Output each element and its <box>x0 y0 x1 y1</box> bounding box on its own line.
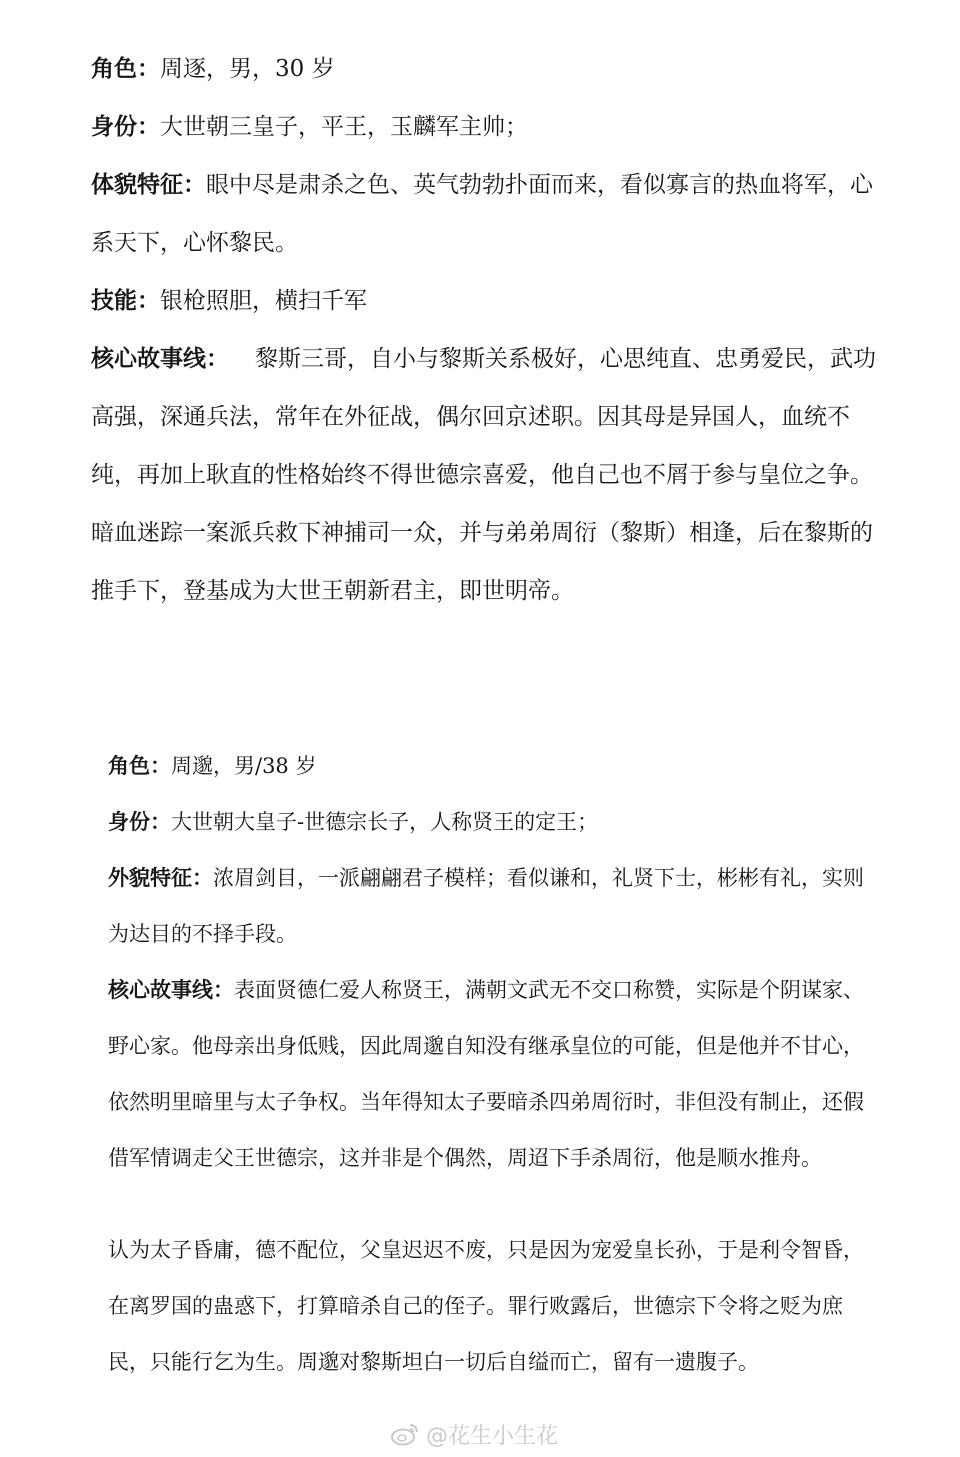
field-value: 大世朝大皇子-世德宗长子，人称贤王的定王； <box>171 810 599 834</box>
story-field <box>91 330 881 620</box>
field-value: 浓眉剑目，一派翩翩君子模样；看似谦和，礼贤下士，彬彬有礼，实则为达目的不择手段。 <box>108 866 864 946</box>
watermark-text: @花生小生花 <box>426 1423 559 1449</box>
field-label: 身份： <box>91 114 160 140</box>
character-2-profile <box>108 738 868 1186</box>
weibo-icon <box>390 1422 420 1446</box>
field-label: 技能： <box>91 288 160 314</box>
identity-field <box>91 98 881 156</box>
field-label: 体貌特征： <box>91 172 206 198</box>
field-label: 核心故事线： <box>91 346 229 372</box>
field-label: 外貌特征： <box>108 866 213 890</box>
field-value: 周逐，男，30 岁 <box>160 56 335 82</box>
appearance-field <box>108 850 868 962</box>
field-label: 身份： <box>108 810 171 834</box>
field-label: 角色： <box>108 754 171 778</box>
skill-field <box>91 272 881 330</box>
story-continuation: 认为太子昏庸，德不配位，父皇迟迟不废，只是因为宠爱皇长孙，于是利令智昏，在离罗国的蛊惑下，打算暗杀自己的侄子。罪行败露后，世德宗下令将之贬为庶民，只能行乞为生。周邈对黎斯坦白一切后自缢而亡，留有一遗腹子。 <box>108 1238 864 1374</box>
field-value: 大世朝三皇子，平王，玉麟军主帅； <box>160 114 528 140</box>
field-label: 角色： <box>91 56 160 82</box>
appearance-field <box>91 156 881 272</box>
field-value: 眼中尽是肃杀之色、英气勃勃扑面而来，看似寡言的热血将军，心系天下，心怀黎民。 <box>91 172 873 256</box>
field-value: 银枪照胆，横扫千军 <box>160 288 367 314</box>
story-field <box>108 962 868 1186</box>
field-value: 周邈，男/38 岁 <box>171 754 317 778</box>
field-value: 黎斯三哥，自小与黎斯关系极好，心思纯直、忠勇爱民，武功高强，深通兵法，常年在外征战，偶尔回京述职。因其母是异国人，血统不纯，再加上耿直的性格始终不得世德宗喜爱，他自己也不屑于参与皇位之争。暗血迷踪一案派兵救下神捕司一众，并与弟弟周衍（黎斯）相逢，后在黎斯的推手下，登基成为大世王朝新君主，即世明帝。 <box>91 346 876 604</box>
field-value: 表面贤德仁爱人称贤王，满朝文武无不交口称赞，实际是个阴谋家、野心家。他母亲出身低贱，因此周邈自知没有继承皇位的可能，但是他并不甘心，依然明里暗里与太子争权。当年得知太子要暗杀四弟周衍时，非但没有制止，还假借军情调走父王世德宗，这并非是个偶然，周迢下手杀周衍，他是顺水推舟。 <box>108 978 864 1170</box>
character-1-profile <box>91 40 881 620</box>
role-field <box>91 40 881 98</box>
role-field <box>108 738 868 794</box>
identity-field <box>108 794 868 850</box>
field-label: 核心故事线： <box>108 978 234 1002</box>
watermark <box>390 1418 558 1450</box>
